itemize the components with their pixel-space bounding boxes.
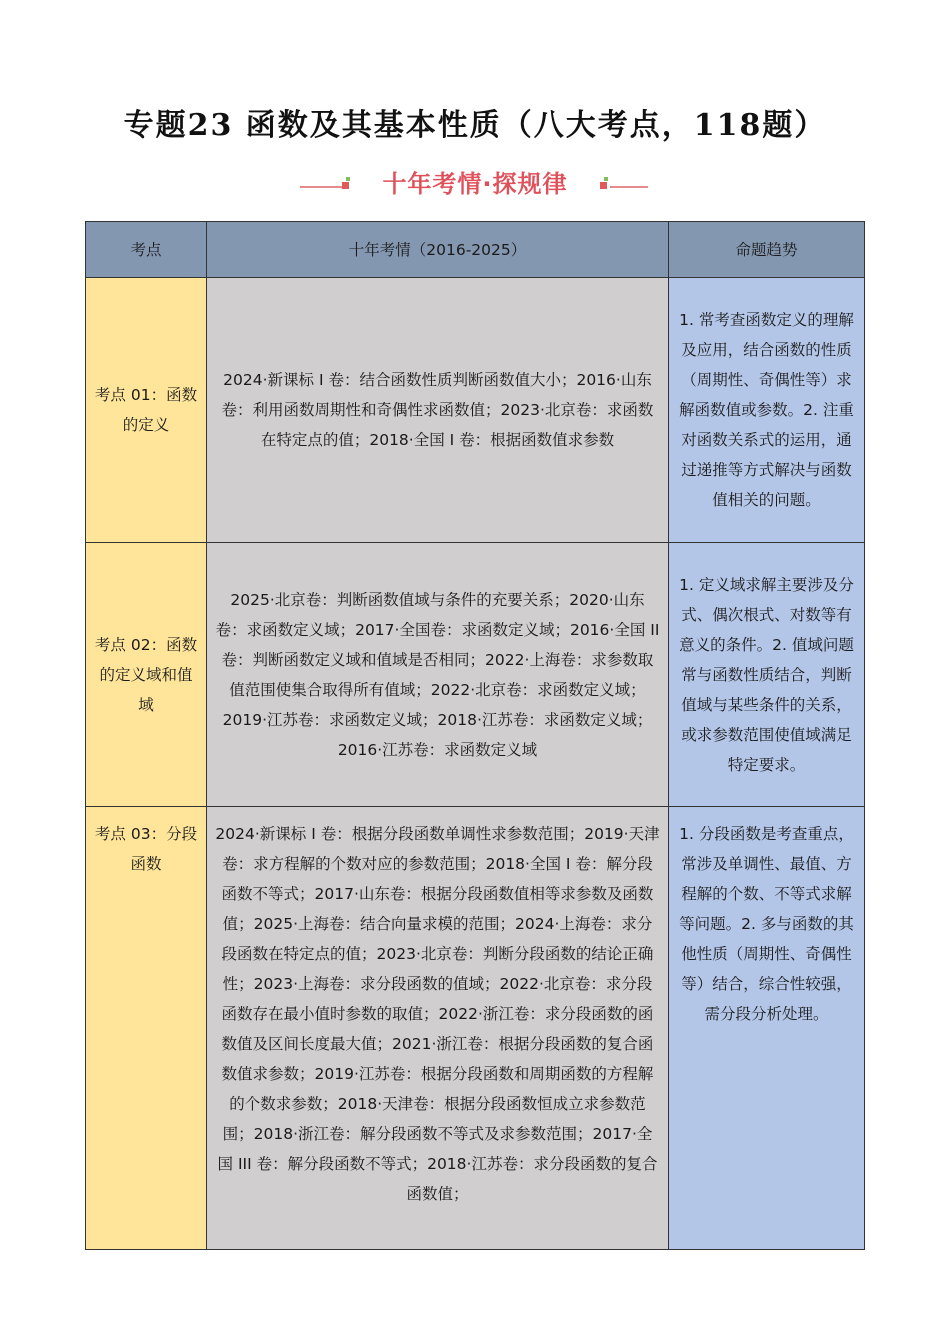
subtitle-decoration-right — [600, 182, 607, 189]
subtitle-line-left — [300, 186, 342, 188]
trend-cell: 1. 常考查函数定义的理解及应用，结合函数的性质（周期性、奇偶性等）求解函数值或参数。2. 注重对函数关系式的运用，通过递推等方式解决与函数值相关的问题。 — [669, 278, 865, 543]
subtitle-decoration-left — [342, 182, 349, 189]
trend-cell: 1. 分段函数是考查重点，常涉及单调性、最值、方程解的个数、不等式求解等问题。2. 多与函数的其他性质（周期性、奇偶性等）结合，综合性较强，需分段分析处理。 — [669, 807, 865, 1250]
table-header-row — [86, 222, 865, 278]
header-history: 十年考情（2016-2025） — [207, 222, 669, 278]
subtitle-line-right — [610, 186, 648, 188]
header-point: 考点 — [86, 222, 207, 278]
exam-analysis-table — [85, 221, 865, 1250]
point-cell: 考点 01：函数的定义 — [86, 278, 207, 543]
history-cell: 2025·北京卷：判断函数值域与条件的充要关系；2020·山东卷：求函数定义域；2017·全国卷：求函数定义域；2016·全国 II 卷：判断函数定义域和值域是否相同；2022·上海卷：求参数取值范围使集合取得所有值域；2022·北京卷：求函数定义域；2019·江苏卷：求函数定义域；2018·江苏卷：求函数定义域；2016·江苏卷：求函数定义域 — [207, 543, 669, 807]
history-cell: 2024·新课标 I 卷：结合函数性质判断函数值大小；2016·山东卷：利用函数周期性和奇偶性求函数值；2023·北京卷：求函数在特定点的值；2018·全国 I 卷：根据函数值求参数 — [207, 278, 669, 543]
document-title: 专题23 函数及其基本性质（八大考点，118题） — [123, 108, 827, 143]
subtitle-banner — [0, 164, 950, 204]
trend-cell: 1. 定义域求解主要涉及分式、偶次根式、对数等有意义的条件。2. 值域问题常与函数性质结合，判断值域与某些条件的关系，或求参数范围使值域满足特定要求。 — [669, 543, 865, 807]
point-cell: 考点 03：分段函数 — [86, 807, 207, 1250]
history-cell: 2024·新课标 I 卷：根据分段函数单调性求参数范围；2019·天津卷：求方程解的个数对应的参数范围；2018·全国 I 卷：解分段函数不等式；2017·山东卷：根据分段函数值相等求参数及函数值；2025·上海卷：结合向量求模的范围；2024·上海卷：求分段函数在特定点的值；2023·北京卷：判断分段函数的结论正确性；2023·上海卷：求分段函数的值域；2022·北京卷：求分段函数存在最小值时参数的取值；2022·浙江卷：求分段函数的函数值及区间长度最大值；2021·浙江卷：根据分段函数的复合函数值求参数；2019·江苏卷：根据分段函数和周期函数的方程解的个数求参数；2018·天津卷：根据分段函数恒成立求参数范围；2018·浙江卷：解分段函数不等式及求参数范围；2017·全国 III 卷：解分段函数不等式；2018·江苏卷：求分段函数的复合函数值； — [207, 807, 669, 1250]
subtitle: 十年考情·探规律 — [382, 170, 568, 198]
table-row — [86, 543, 865, 807]
subtitle-decoration-right-small — [604, 177, 608, 181]
table-row — [86, 278, 865, 543]
table-row — [86, 807, 865, 1250]
point-cell: 考点 02：函数的定义域和值域 — [86, 543, 207, 807]
header-trend: 命题趋势 — [669, 222, 865, 278]
